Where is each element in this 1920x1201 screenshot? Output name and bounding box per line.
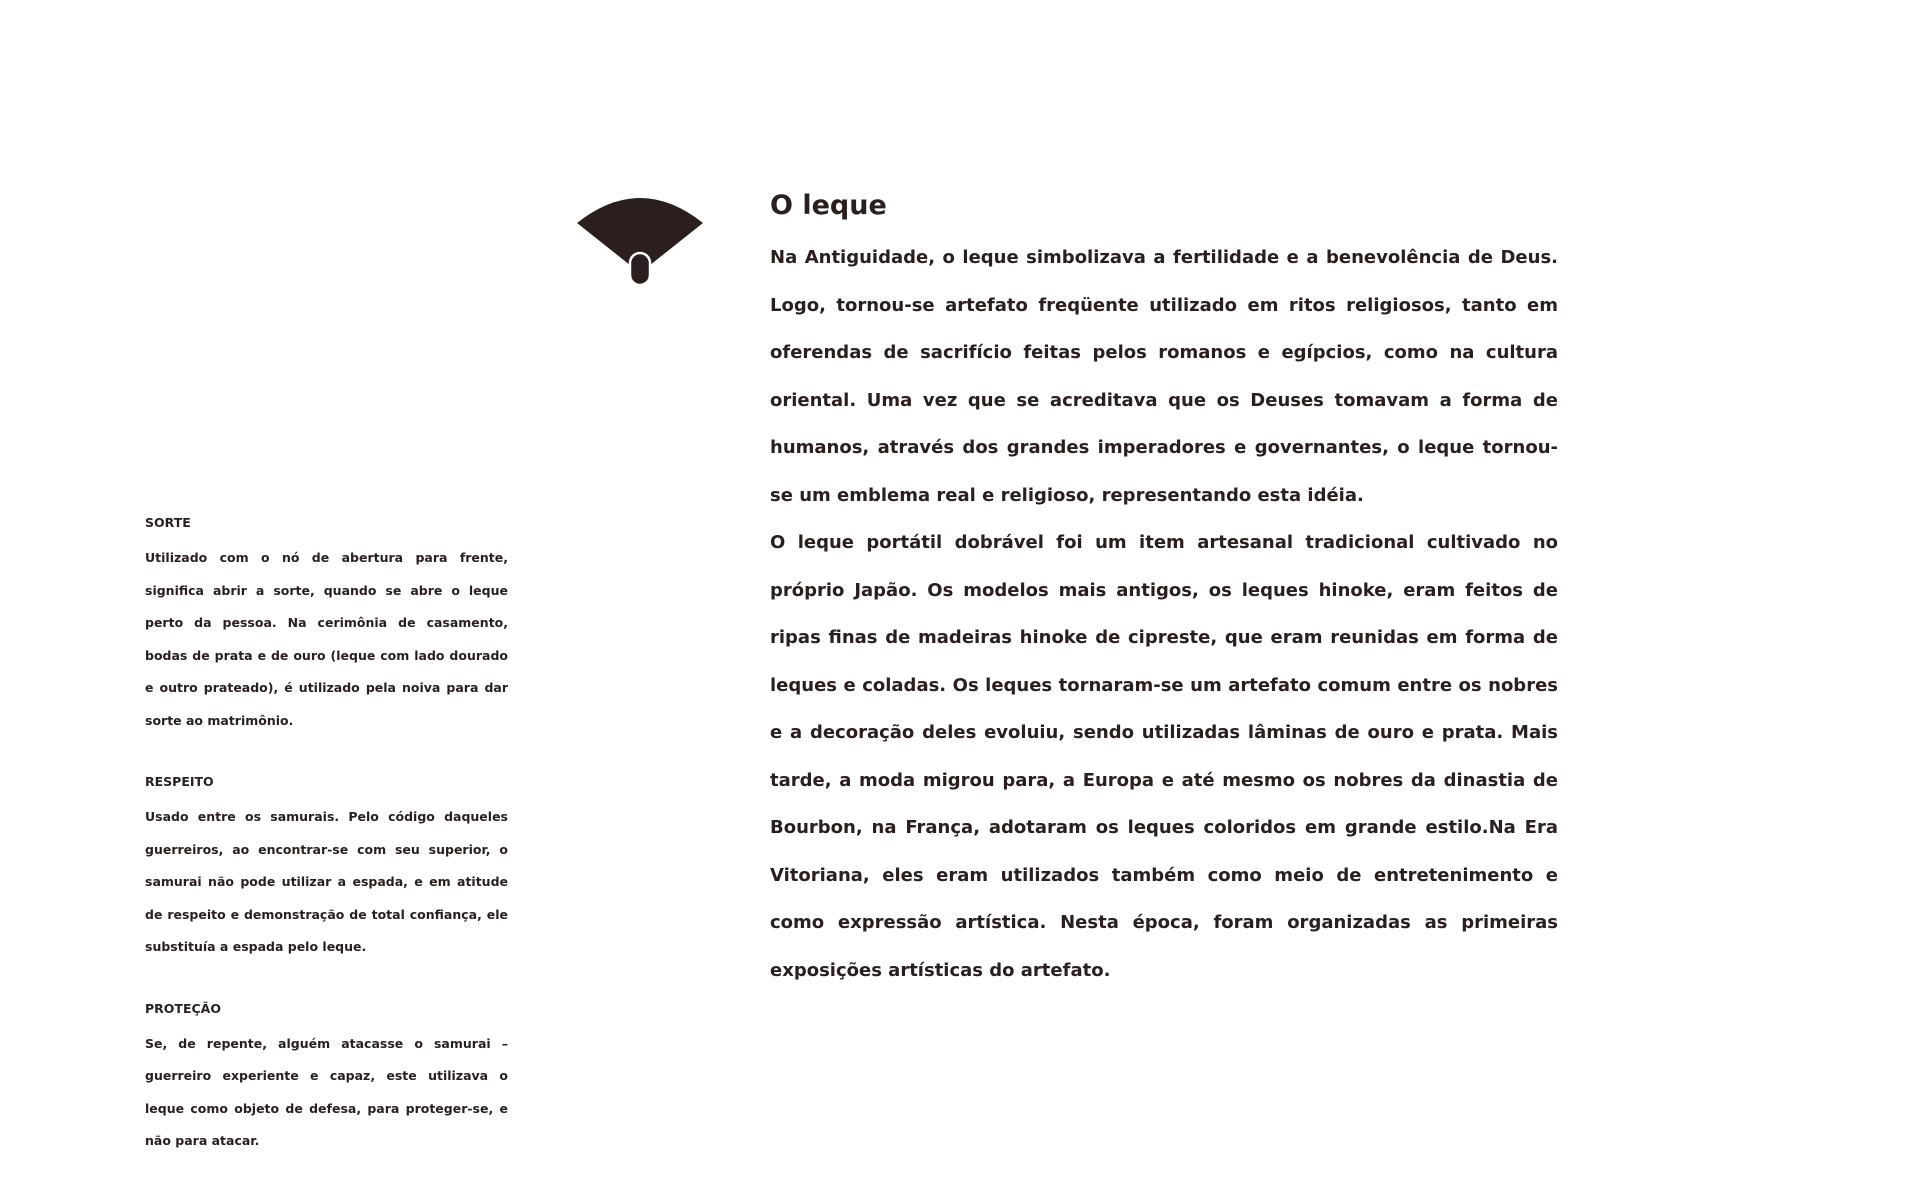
article-paragraph-1: Na Antiguidade, o leque simbolizava a fertilidade e a benevolência de Deus. Logo, tornou-se artefato freqüente utilizado em ritos religiosos, tanto em oferendas de sacrifício feitas pelos romanos e egípcios, como na cultura oriental. Uma vez que se acreditava que os Deuses tomavam a forma de humanos, através dos grandes imperadores e governantes, o leque tornou-se um emblema real e religioso, representando esta idéia. bbox=[770, 247, 1558, 506]
section-sorte bbox=[145, 512, 508, 737]
article-title: O leque bbox=[770, 190, 887, 221]
section-respeito bbox=[145, 771, 508, 964]
fan-icon-graphic bbox=[575, 195, 705, 287]
section-heading: RESPEITO bbox=[145, 774, 214, 789]
main-article bbox=[770, 188, 1558, 994]
meanings-sidebar bbox=[145, 512, 508, 1192]
fan-icon bbox=[575, 195, 705, 287]
section-text: Usado entre os samurais. Pelo código daqueles guerreiros, ao encontrar-se com seu superior, o samurai não pode utilizar a espada, e em atitude de respeito e demonstração de total confiança, ele substituía a espada pelo leque. bbox=[145, 809, 508, 954]
section-heading: PROTEÇÃO bbox=[145, 1000, 221, 1016]
article-paragraph-2: O leque portátil dobrável foi um item artesanal tradicional cultivado no próprio Japão. Os modelos mais antigos, os leques hinoke, eram feitos de ripas finas de madeiras hinoke de cipreste, que eram reunidas em forma de leques e coladas. Os leques tornaram-se um artefato comum entre os nobres e a decoração deles evoluiu, sendo utilizadas lâminas de ouro e prata. Mais tarde, a moda migrou para, a Europa e até mesmo os nobres da dinastia de Bourbon, na França, adotaram os leques coloridos em grande estilo.Na Era Vitoriana, eles eram utilizados também como meio de entretenimento e como expressão artística. Nesta época, foram organizadas as primeiras exposições artísticas do artefato. bbox=[770, 532, 1558, 981]
section-heading: SORTE bbox=[145, 515, 191, 530]
section-protecao bbox=[145, 998, 508, 1158]
section-text: Se, de repente, alguém atacasse o samurai – guerreiro experiente e capaz, este utilizava o leque como objeto de defesa, para proteger-se, e não para atacar. bbox=[145, 1035, 508, 1148]
section-text: Utilizado com o nó de abertura para frente, significa abrir a sorte, quando se abre o leque perto da pessoa. Na cerimônia de casamento, bodas de prata e de ouro (leque com lado dourado e outro prateado), é utilizado pela noiva para dar sorte ao matrimônio. bbox=[145, 550, 508, 728]
